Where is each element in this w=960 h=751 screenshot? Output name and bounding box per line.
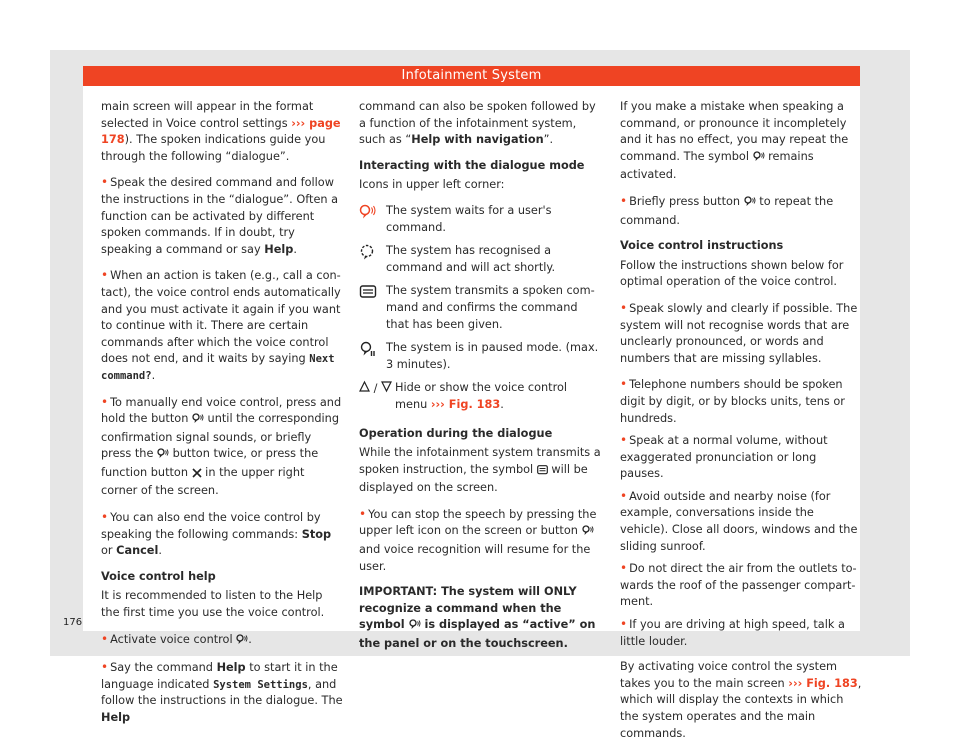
fig-183-link[interactable]: ››› Fig. 183 — [788, 676, 858, 690]
triangle-down-icon — [381, 381, 392, 392]
bullet-dot-icon: • — [620, 561, 628, 576]
page-number: 176 — [63, 617, 83, 628]
bullet-item: • Do not direct the air from the outlets towards the roof of the passenger compartment. — [620, 561, 857, 609]
voice-button-icon — [409, 619, 421, 636]
fig-183-link[interactable]: ››› Fig. 183 — [430, 397, 501, 411]
voice-button-icon — [192, 413, 204, 430]
voice-waiting-icon — [359, 204, 377, 226]
voice-button-icon — [157, 448, 169, 465]
bullet-dot-icon: • — [359, 506, 367, 521]
icon-row-recognised: The system has recognised a command and will act shortly. — [359, 243, 601, 276]
bullet-item: • Activate voice control . — [101, 631, 343, 651]
bullet-item: • When an action is taken (e.g., call a contact), the voice control ends automatically and you must activate it again if you want to continue with it. There are certain commands after which the voice control does not end, and it waits by saying Next command?. — [101, 268, 341, 382]
intro-paragraph: main screen will appear in the format selected in Voice control settings ››› page 178). The spoken indications guide you through the following “dialogue”. — [101, 100, 341, 163]
page-178-link[interactable]: ››› page 178 — [101, 116, 341, 147]
bullet-dot-icon: • — [101, 394, 109, 409]
column-left — [101, 99, 343, 736]
bullet-item: • To manually end voice control, press and hold the button until the corresponding confirmation signal sounds, or briefly press the button twice, or press the function button in the upper right corner of the screen. — [101, 394, 342, 498]
bullet-item: • Avoid outside and nearby noise (for example, conversations inside the vehicle). Close all doors, windows and the sliding sunroof. — [620, 488, 858, 553]
bullet-dot-icon: • — [620, 433, 628, 448]
column-middle — [359, 99, 601, 662]
bullet-item: • Speak the desired command and follow the instructions in the “dialogue”. Often a function can be activated by different spoken commands. If in doubt, try speaking a command or say Help. — [101, 175, 339, 256]
heading-voice-instructions: Voice control instructions — [620, 239, 784, 253]
operation-paragraph: While the infotainment system transmits a spoken instruction, the symbol will be displayed on the screen. — [359, 446, 601, 495]
bullet-item: • If you are driving at high speed, talk a little louder. — [620, 617, 845, 648]
voice-button-icon — [753, 151, 765, 168]
bullet-dot-icon: • — [620, 300, 628, 315]
icons-intro: Icons in upper left corner: — [359, 178, 505, 192]
bullet-dot-icon: • — [101, 660, 109, 675]
help-nav-paragraph: command can also be spoken followed by a function of the infotainment system, such as “Help with navigation”. — [359, 100, 596, 147]
voice-recognised-icon — [359, 244, 377, 266]
column-right — [620, 99, 862, 751]
bullet-dot-icon: • — [101, 510, 109, 525]
icon-row-menu: / Hide or show the voice control menu ››› Fig. 183. — [359, 380, 601, 413]
bullet-dot-icon: • — [620, 488, 628, 503]
voice-button-icon — [744, 196, 756, 213]
bullet-item: • Briefly press button to repeat the command. — [620, 193, 834, 227]
heading-operation: Operation during the dialogue — [359, 426, 553, 440]
bullet-item: • Telephone numbers should be spoken digit by digit, or by blocks units, tens or hundreds. — [620, 377, 845, 425]
bullet-dot-icon: • — [620, 193, 628, 208]
close-x-icon — [192, 467, 202, 484]
heading-dialogue-mode: Interacting with the dialogue mode — [359, 158, 585, 172]
bullet-item: • You can also end the voice control by speaking the following commands: Stop or Cancel. — [101, 510, 332, 558]
voice-button-icon — [582, 525, 594, 542]
important-note: IMPORTANT: The system will ONLY recognize a command when the symbol is displayed as “active” on the panel or on the touchscreen. — [359, 585, 596, 651]
instructions-paragraph: Follow the instructions shown below for optimal operation of the voice control. — [620, 258, 844, 289]
help-paragraph: It is recommended to listen to the Help the first time you use the voice control. — [101, 589, 325, 620]
icon-row-transmit: The system transmits a spoken command and confirms the command that has been given. — [359, 283, 601, 333]
bullet-dot-icon: • — [101, 631, 109, 646]
repeat-paragraph: If you make a mistake when speaking a command, or pronounce it incompletely and it has no effect, you may repeat the command. The symbol remains activated. — [620, 100, 849, 182]
bullet-dot-icon: • — [620, 617, 628, 632]
triangle-up-icon — [359, 381, 370, 392]
heading-voice-help: Voice control help — [101, 569, 216, 583]
speech-transmit-icon — [537, 464, 548, 481]
voice-button-icon — [236, 634, 248, 651]
bullet-dot-icon: • — [101, 175, 109, 190]
bullet-dot-icon: • — [620, 377, 628, 392]
section-header: Infotainment System — [83, 66, 860, 86]
bullet-dot-icon: • — [101, 268, 109, 283]
bullet-item: • Say the command Help to start it in the language indicated System Settings, and follow the instructions in the dialogue. The Help — [101, 660, 343, 724]
icon-row-paused: The system is in paused mode. (max. 3 minutes). — [359, 340, 601, 373]
menu-toggle-icons: / — [359, 381, 392, 398]
closing-paragraph: By activating voice control the system takes you to the main screen ››› Fig. 183, which will display the contexts in which the system operates and the main commands. — [620, 660, 862, 740]
speech-transmit-icon — [359, 284, 377, 306]
bullet-item: • Speak slowly and clearly if possible. The system will not recognise words that are unclearly pronounced, or words and numbers that are missing syllables. — [620, 300, 858, 365]
voice-paused-icon — [359, 341, 377, 363]
bullet-item: • Speak at a normal volume, without exaggerated pronunciation or long pauses. — [620, 433, 828, 481]
bullet-item: • You can stop the speech by pressing the upper left icon on the screen or button and voice recognition will resume for the user. — [359, 506, 597, 573]
icon-row-waiting: The system waits for a user's command. — [359, 203, 601, 236]
